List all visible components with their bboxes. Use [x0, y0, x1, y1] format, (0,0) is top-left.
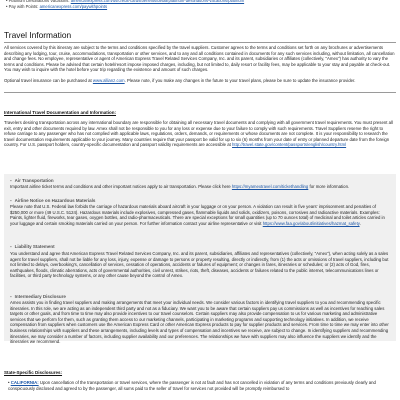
- bullet-icon: •: [8, 380, 10, 385]
- insurance-paragraph: Optional travel insurance can be purchased at www.allianz.com. Please note, if you make any changes in the future to your travel plans, please be sure to update the insurance provider.: [4, 78, 356, 83]
- intro-paragraph: All services covered by this itinerary are subject to the terms and conditions specified by the travel suppliers. Customer agrees to the terms and conditions set forth on any brochures or advertisements describing any lodging, tour, cruise, accommodations, transportation or other services, and to any and all conditions contained in documents for any such services including, without limitation, all cancellation and change fees. No employee, representative or agent of American Express Travel Related Services Company, Inc. and its parent, subsidiaries or affiliates (collectively, "Amex") has authority to vary the terms and conditions. Please be advised that certain hotel/resort impose imposed charges, including, but not limited to, daily resort or facility fees, may be applicable to your stay and payable at check-out. You may wish to inquire with the hotel before your trip regarding the existence and amount of such charges.: [4, 45, 395, 73]
- title-divider: [4, 42, 396, 43]
- liability-statement-text: You understand and agree that American Express Travel Related Services Company, Inc. and its parent, subsidiaries, affiliates and representatives (collectively, "Amex"), when acting solely as a sales agent for travel suppliers, shall not be liable for any loss, injury, expense or damage to persons or property resulting, directly or indirectly, from (1) the acts or omissions of travel suppliers, including but not limited to delays, overbooking's, cancellation of services, cessation of operations, accidents or failures of equipment; or changes in fares, itineraries or schedules; or (2) acts of God, fires, earthquakes, floods, climatic aberrations, acts of governmental authorities, civil unrest, strikes, riots, theft, diseases, accidents or failures related to the public internet, telecommunications lines or facilities, or third party technology systems, or any other cause beyond the control of Amex.: [10, 251, 389, 279]
- list-item: • CALIFORNIA: Upon cancellation of the transportation or travel services, where the passenger is not at fault and has not cancelled in violation of any terms and conditions previously clearly and conspicuously disclosed and agreed to by the passenger, all sums paid to the seller of travel for services not provided will be promptly reimbursed to: [8, 380, 376, 391]
- state-disclosures-heading: State-Specific Disclosures:: [4, 370, 63, 375]
- bullet-icon: ▪: [10, 244, 12, 249]
- air-transportation-heading: ▪ Air Transportation: [10, 178, 54, 183]
- page-title: Travel Information: [4, 30, 72, 40]
- pay-with-points-link[interactable]: americanexpress.com/paywithpoints: [39, 3, 108, 9]
- international-heading: International Travel Documentation and Information:: [4, 110, 117, 115]
- list-item: • Platinum Destinations Vacations: americanexpress.com/us/credit-cards/benefits/detail/platinum-destinations-vacations/platinum: [6, 0, 245, 3]
- intermediary-disclosure-text: Amex assists you in finding travel suppliers and making arrangements that meet your individual needs. We consider various factors in identifying travel suppliers to you and recommending specific itineraries. In this role, we are acting as an independent third party and not as a fiduciary. We want you to be aware that certain suppliers pay us commissions as well as incentives for reaching sales targets or other goals, and from time to time may also provide incentives to our travel counselors. Certain suppliers may also provide compensation to us for various marketing and administrative services that we perform for them, such as granting them access to our marketing channels, participating in marketing programs and supporting technology initiatives. In addition, we receive compensation from suppliers when customers use the American Express Card or other American Express products to pay for supplier products and services. From time to time we may enter into other business relationships with suppliers and these arrangements, including levels and types of compensation and incentives we receive, are subject to change. In identifying suppliers and recommending itineraries, we may consider a number of factors, including supplier availability and our preferences. The relationships we have with suppliers may also influence the suppliers we identify and the itineraries we recommend.: [10, 300, 389, 345]
- intermediary-disclosure-heading: ▪ Intermediary Disclosure: [10, 294, 66, 299]
- hazardous-materials-heading: ▪ Airline Notice on Hazardous Materials: [10, 198, 96, 203]
- air-transportation-text: Important airline ticket terms and conditions and other important notices apply to air transportation. Please click here https://myamextravel.com/tickethandling for more information.: [10, 184, 350, 189]
- platinum-destinations-link[interactable]: americanexpress.com/us/credit-cards/benefits/detail/platinum-destinations-vacations/platinum: [70, 0, 245, 3]
- allianz-link[interactable]: www.allianz.com: [92, 78, 125, 83]
- state-california-label: CALIFORNIA:: [10, 380, 39, 385]
- hazardous-materials-text: Please note that U.S. Federal law forbids the carriage of hazardous materials aboard aircraft in your luggage or on your person. A violation can result in five years' imprisonment and penalties of $250,000 or more (49 U.S.C. 5124). Hazardous materials include explosives, compressed gases, flammable liquids and solids, oxidizers, poisons, corrosives and radioactive materials. Examples: Paints, lighter fluid, fireworks, tear gases, oxygen bottles, and radio-pharmaceuticals. There are special exceptions for small quantities (up to 70 ounces total) of medicinal and toilet articles carried in your luggage and certain smoking materials carried on your person. For further information contact your airline representative or visit https://www.faa.gov/about/initiatives/hazmat_safety.: [10, 204, 385, 226]
- list-item: • Pay with Points: americanexpress.com/paywithpoints: [6, 3, 108, 9]
- faa-hazmat-link[interactable]: https://www.faa.gov/about/initiatives/hazmat_safety: [262, 220, 360, 226]
- liability-statement-heading: ▪ Liability Statement: [10, 244, 55, 249]
- section-divider: [4, 92, 396, 93]
- ticket-handling-link[interactable]: https://myamextravel.com/tickethandling: [231, 184, 309, 189]
- bullet-icon: ▪: [10, 178, 12, 183]
- bullet-icon: ▪: [10, 198, 12, 203]
- international-paragraph: Travelers desiring transportation across any international boundary are responsible for obtaining all necessary travel documents and complying with all government travel requirements. You must present all exit, entry and other documents required by law. Amex shall not be responsible to you for any loss or expense due to your failure to comply with such requirements. Travel Suppliers reserve the right to refuse carriage to any passenger who has not complied with applicable laws, regulations, orders, demands, or requirements or whose documents are not complete. It is your responsibility to research the travel documentation requirements applicable to your journey. Many countries require that your passport be valid for up to six (6) months from your date of entry or planned departure date from the foreign country. For U.S. passport holders, country-specific documentation and passport validity requirements are accessible at http://travel.state.gov/content/passports/english/country.html: [4, 120, 393, 148]
- state-gov-link[interactable]: http://travel.state.gov/content/passports/english/country.html: [232, 142, 347, 148]
- top-link-list: [6, 0, 396, 9]
- bullet-icon: ▪: [10, 294, 12, 299]
